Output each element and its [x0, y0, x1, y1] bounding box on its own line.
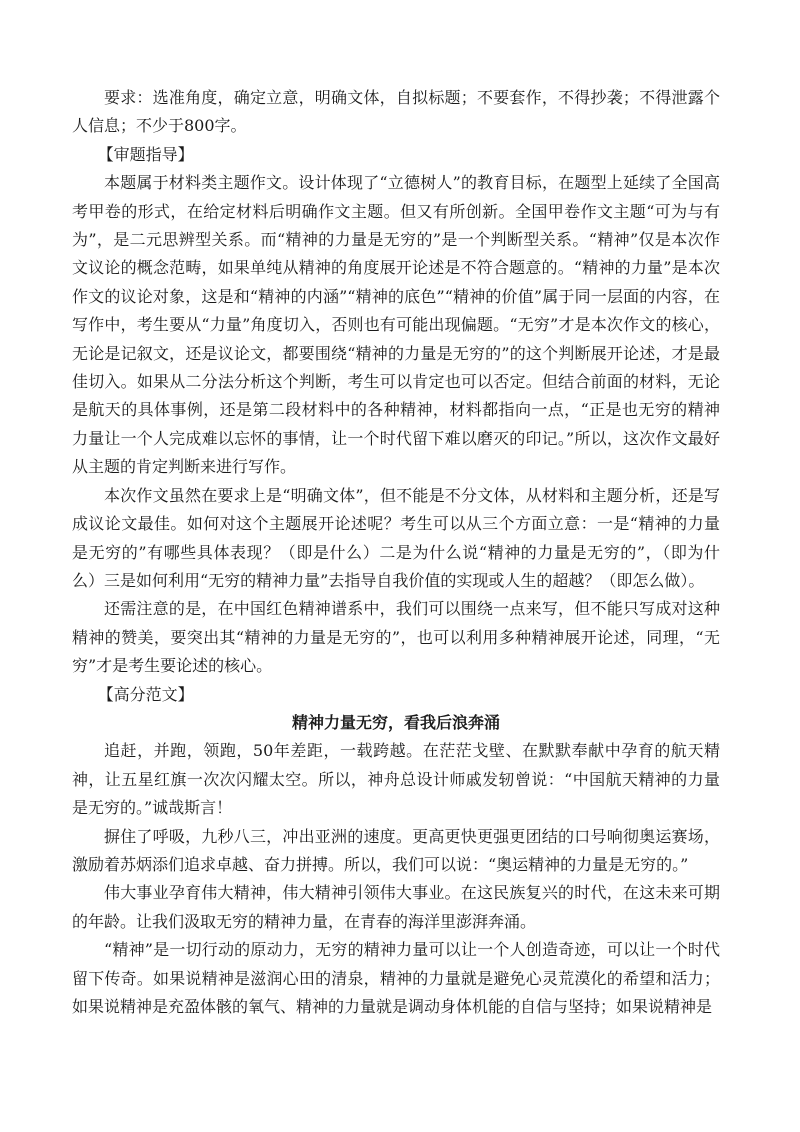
essay-paragraph-2: 摒住了呼吸，九秒八三，冲出亚洲的速度。更高更快更强更团结的口号响彻奥运赛场，激励着苏炳添们追求卓越、奋力拼搏。所以，我们可以说：“奥运精神的力量是无穷的。” [72, 826, 720, 874]
document-page [72, 84, 720, 1021]
guide-paragraph-3: 还需注意的是，在中国红色精神谱系中，我们可以围绕一点来写，但不能只写成对这种精神的赞美，要突出其“精神的力量是无穷的”，也可以利用多种精神展开论述，同理，“无穷”才是考生要论述的核心。 [72, 599, 720, 676]
essay-paragraph-1: 追赶，并跑，领跑，50年差距，一载跨越。在茫茫戈壁、在默默奉献中孕育的航天精神，让五星红旗一次次闪耀太空。所以，神舟总设计师戚发轫曾说：“中国航天精神的力量是无穷的。”诚哉斯言！ [72, 741, 720, 818]
essay-paragraph-4: “精神”是一切行动的原动力，无穷的精神力量可以让一个人创造奇迹，可以让一个时代留下传奇。如果说精神是滋润心田的清泉，精神的力量就是避免心灵荒漠化的希望和活力；如果说精神是充盈体骸的氧气、精神的力量就是调动身体机能的自信与坚持；如果说精神是 [72, 940, 720, 1016]
requirements-paragraph: 要求：选准角度，确定立意，明确文体，自拟标题；不要套作，不得抄袭；不得泄露个人信息；不少于800字。 [72, 88, 720, 136]
guide-paragraph-2: 本次作文虽然在要求上是“明确文体”，但不能是不分文体，从材料和主题分析，还是写成议论文最佳。如何对这个主题展开论述呢？考生可以从三个方面立意：一是“精神的力量是无穷的”有哪些具体表现？（即是什么）二是为什么说“精神的力量是无穷的”，（即为什么）三是如何利用“无穷的精神力量”去指导自我价值的实现或人生的超越？（即怎么做）。 [72, 485, 720, 590]
essay-title: 精神力量无穷，看我后浪奔涌 [291, 712, 500, 732]
guide-paragraph-1: 本题属于材料类主题作文。设计体现了“立德树人”的教育目标，在题型上延续了全国高考甲卷的形式，在给定材料后明确作文主题。但又有所创新。全国甲卷作文主题“可为与有为”，是二元思辨型关系。而“精神的力量是无穷的”是一个判断型关系。“精神”仅是本次作文议论的概念范畴，如果单纯从精神的角度展开论述是不符合题意的。“精神的力量”是本次作文的议论对象，这是和“精神的内涵”“精神的底色”“精神的价值”属于同一层面的内容，在写作中，考生要从“力量”角度切入，否则也有可能出现偏题。“无穷”才是本次作文的核心，无论是记叙文，还是议论文，都要围绕“精神的力量是无穷的”的这个判断展开论述，才是最佳切入。如果从二分法分析这个判断，考生可以肯定也可以否定。但结合前面的材料，无论是航天的具体事例，还是第二段材料中的各种精神，材料都指向一点，“正是也无穷的精神力量让一个人完成难以忘怀的事情，让一个时代留下难以磨灭的印记。”所以，这次作文最好从主题的肯定判断来进行写作。 [72, 173, 720, 477]
essay-heading: 【高分范文】 [97, 684, 194, 704]
essay-paragraph-3: 伟大事业孕育伟大精神，伟大精神引领伟大事业。在这民族复兴的时代，在这未来可期的年龄。让我们汲取无穷的精神力量，在青春的海洋里澎湃奔涌。 [72, 883, 720, 931]
guide-heading: 【审题指导】 [97, 144, 194, 164]
